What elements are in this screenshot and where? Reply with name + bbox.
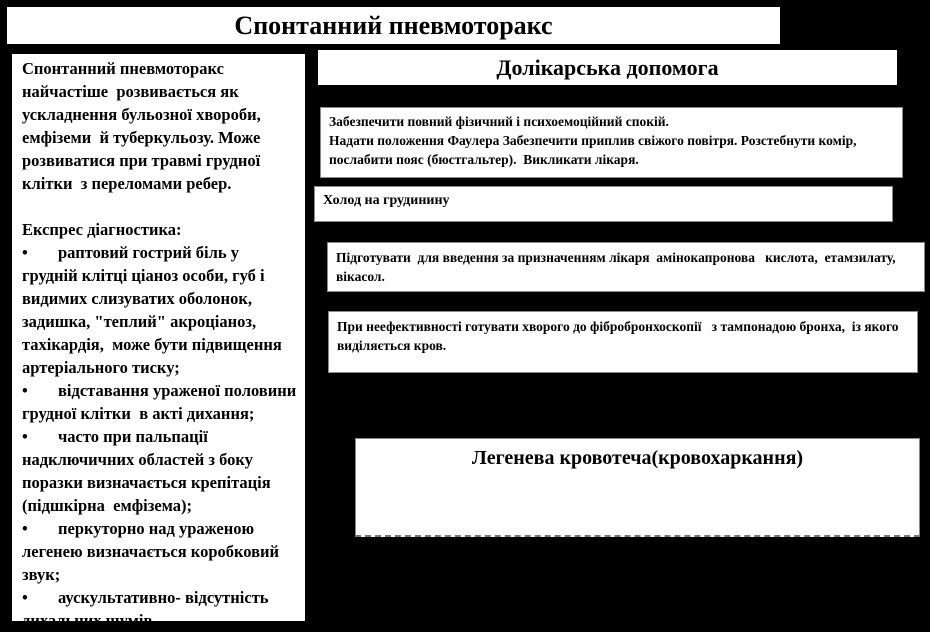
bullet-icon: • <box>22 519 28 538</box>
list-item-text: аускультативно- відсутність дихальних шумів. <box>22 588 273 630</box>
list-item <box>22 586 297 632</box>
list-item <box>22 379 301 425</box>
bullet-icon: • <box>22 381 28 400</box>
prehospital-aid-header <box>318 50 897 85</box>
list-item <box>22 425 297 517</box>
page-title: Спонтанний пневмоторакс <box>234 10 553 40</box>
list-item-text: часто при пальпації надключичних областей з боку поразки визначається крепітація (підшкірна емфізема); <box>22 427 275 515</box>
bullet-icon: • <box>22 427 28 446</box>
diagnostics-heading: Експрес діагностика: <box>22 220 182 239</box>
pulmonary-hemorrhage-box <box>355 438 920 537</box>
aid-step-cold-text: Холод на грудинину <box>323 193 450 208</box>
bullet-icon: • <box>22 243 28 262</box>
spacer <box>22 195 297 218</box>
intro-text: Спонтанний пневмоторакс найчастіше розвивається як ускладнення бульозної хвороби, емфіземи й туберкульозу. Може розвиватися при травмі грудної клітки з переломами ребер. <box>22 59 265 193</box>
aid-step-bronchoscopy-box: При неефективності готувати хворого до фібробронхоскопії з тампонадою бронха, із якого виділяється кров. <box>328 311 918 373</box>
info-panel <box>10 52 307 630</box>
list-item <box>22 241 297 379</box>
title-box <box>5 5 782 46</box>
aid-step-cold-box <box>314 186 893 222</box>
pulmonary-hemorrhage-title: Легенева кровотеча(кровохаркання) <box>471 447 804 469</box>
list-item <box>22 517 297 586</box>
aid-step-rest-line2: Надати положення Фаулера Забезпечити приплив свіжого повітря. Розстебнути комір, послабити пояс (бюстгальтер). Викликати лікаря. <box>329 133 864 167</box>
list-item-text: раптовий гострий біль у грудній клітці ціаноз особи, губ і видимих слизуватих оболонок, задишка, "теплий" акроціаноз, тахікардія, може бути підвищення артеріального тиску; <box>22 243 286 377</box>
aid-step-medications-box: Підготувати для введення за призначенням лікаря амінокапронова кислота, етамзилату, вікасол. <box>327 242 925 292</box>
prehospital-aid-header-text: Долікарська допомога <box>496 54 719 80</box>
list-item-text: перкуторно над ураженою легенею визначається коробковий звук; <box>22 519 284 584</box>
aid-step-rest-box <box>320 107 903 178</box>
list-item-text: відставання ураженої половини грудної клітки в акті дихання; <box>22 381 301 423</box>
bullet-icon: • <box>22 588 28 607</box>
aid-step-rest-line1: Забезпечити повний фізичний і психоемоційний спокій. <box>329 114 669 129</box>
